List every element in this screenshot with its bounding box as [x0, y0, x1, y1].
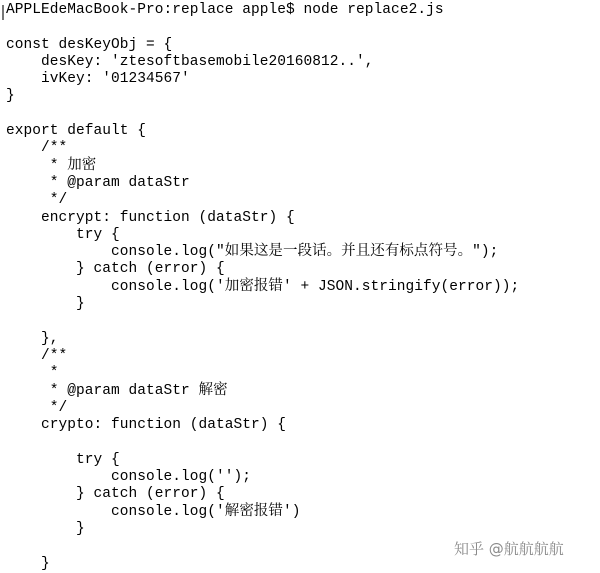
terminal-line: console.log(''); [6, 469, 252, 486]
terminal-line: console.log("如果这是一段话。并且还有标点符号。"); [6, 244, 499, 261]
terminal-line: try { [6, 226, 120, 243]
terminal-line: /** [6, 140, 68, 157]
text-cursor-icon [2, 5, 4, 20]
terminal-line: } catch (error) { [6, 486, 225, 503]
terminal-line: }, [6, 330, 59, 347]
terminal-line: * @param dataStr [6, 174, 190, 191]
terminal-line: } [6, 555, 50, 572]
terminal-line: console.log('解密报错') [6, 503, 301, 520]
terminal-line: * [6, 365, 59, 382]
terminal-line: export default { [6, 123, 147, 140]
terminal-line [6, 313, 519, 330]
terminal-line [6, 538, 519, 555]
terminal-line [6, 19, 519, 36]
terminal-line: try { [6, 451, 120, 468]
zhihu-watermark: 知乎 @航航航航 [454, 540, 564, 558]
terminal-line: /** [6, 347, 68, 364]
terminal-line: } [6, 296, 85, 313]
terminal-line: } [6, 88, 15, 105]
terminal-line: */ [6, 399, 68, 416]
terminal-line [6, 434, 519, 451]
terminal-output [6, 2, 519, 573]
terminal-line: ivKey: '01234567' [6, 71, 190, 88]
terminal-line [6, 106, 519, 123]
terminal-line: const desKeyObj = { [6, 36, 173, 53]
terminal-line: console.log('加密报错' + JSON.stringify(error)); [6, 278, 520, 295]
terminal-line: desKey: 'ztesoftbasemobile20160812..', [6, 53, 374, 70]
terminal-line: */ [6, 192, 68, 209]
terminal-line: encrypt: function (dataStr) { [6, 209, 295, 226]
terminal-line: * 加密 [6, 157, 97, 174]
terminal-line: } catch (error) { [6, 261, 225, 278]
terminal-line: } [6, 520, 85, 537]
terminal-line: APPLEdeMacBook-Pro:replace apple$ node replace2.js [6, 2, 444, 18]
terminal-line: crypto: function (dataStr) { [6, 417, 287, 434]
terminal-line: * @param dataStr 解密 [6, 382, 228, 399]
